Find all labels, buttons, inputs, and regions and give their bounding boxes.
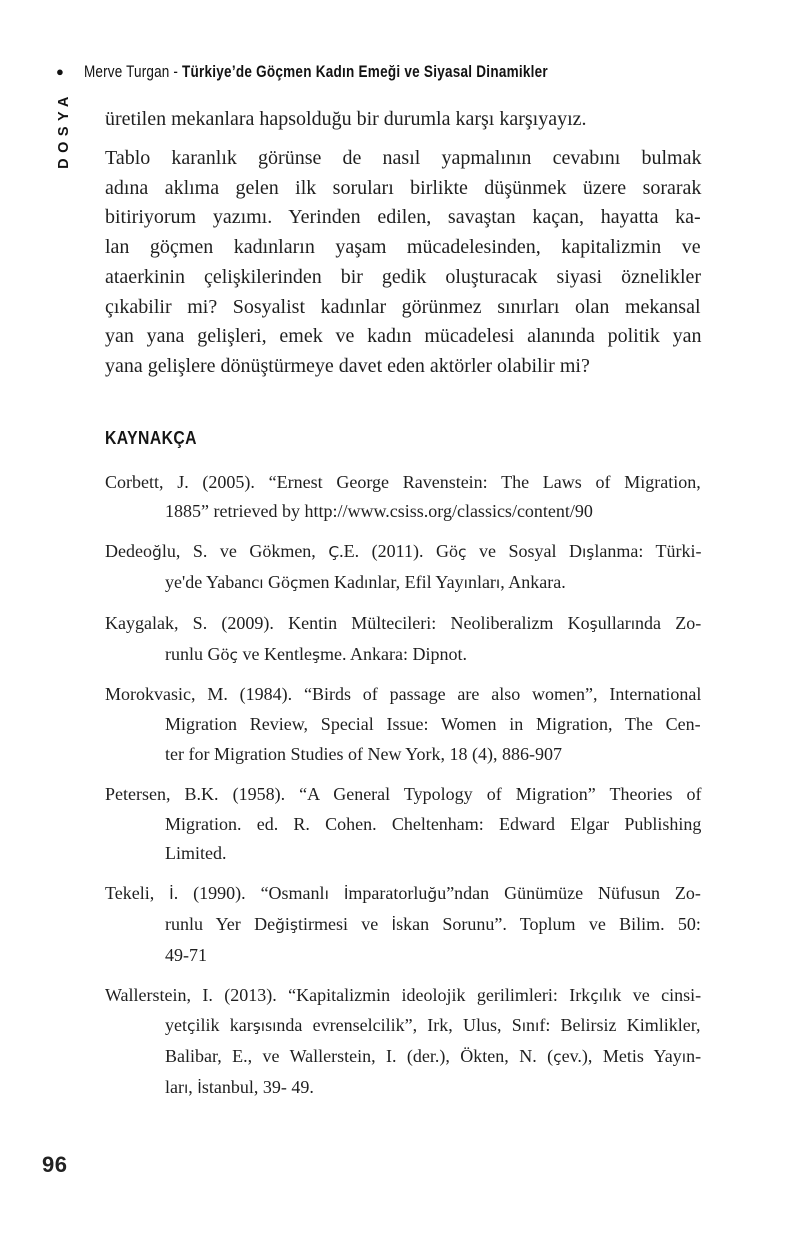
reference-line: 1885” retrieved by http://www.csiss.org/classics/content/90 (165, 501, 593, 522)
reference-item (105, 680, 701, 769)
paragraph-intro-line: üretilen mekanlara hapsolduğu bir durumla karşı karşıyayız. (105, 108, 587, 130)
reference-line: Petersen, B.K. (1958). “A General Typology of Migration” Theories of (105, 783, 702, 804)
bullet-icon: ● (56, 64, 64, 79)
page-number: 96 (42, 1152, 68, 1177)
fallback-glyph: ı (495, 574, 501, 593)
fallback-glyph: İ (391, 915, 397, 934)
fallback-glyph: ı (272, 1017, 277, 1036)
fallback-glyph: ç (290, 574, 299, 593)
paragraph-line: lan göçmen kadınların yaşam mücadelesinden, kapitalizmin ve (105, 236, 701, 259)
paragraph-line: ataerkinin çelişkilerinden bir gedik oluşturacak siyasi öznelikler (105, 265, 702, 288)
reference-item (105, 879, 701, 970)
fallback-glyph: ş (289, 915, 298, 934)
fallback-glyph: ş (589, 614, 598, 633)
reference-line: Limited. (165, 843, 227, 864)
paragraph-main (105, 144, 701, 382)
reference-line: ları, İstanbul, 39- 49. (165, 1076, 314, 1097)
paragraph-line: Tablo karanlık görünse de nasıl yapmalının cevabını bulmak (105, 147, 702, 169)
fallback-glyph: ı (183, 1078, 189, 1097)
reference-line: ter for Migration Studies of New York, 18 (4), 886-907 (165, 744, 562, 764)
paragraph-line: bitiriyorum yazımı. Yerinden edilen, savaştan kaçan, hayatta ka- (105, 206, 701, 229)
fallback-glyph: ı (259, 574, 264, 593)
paragraph-line: adına aklıma gelen ilk soruları birlikte düşünmek üzere sorarak (105, 176, 702, 199)
reference-line: Corbett, J. (2005). “Ernest George Ravenstein: The Laws of Migration, (105, 471, 701, 492)
fallback-glyph: ı (521, 1017, 527, 1036)
reference-line: yetçilik karşısında evrenselcilik”, Irk, Ulus, Sınıf: Belirsiz Kimlikler, (165, 1015, 701, 1036)
section-label-vertical: DOSYA (56, 91, 72, 169)
paragraph-line: çıkabilir mi? Sosyalist kadınlar görünmez sınırları olan mekansal (105, 295, 701, 318)
bibliography-heading-row (105, 426, 701, 450)
reference-line: ye'de Yabancı Göçmen Kadınlar, Efil Yayınları, Ankara. (165, 572, 566, 593)
fallback-glyph: ı (581, 543, 587, 562)
fallback-glyph: ı (681, 1048, 687, 1067)
reference-list (105, 468, 701, 1104)
reference-item (105, 537, 701, 599)
reference-line: Dedeoğlu, S. ve Gökmen, Ç.E. (2011). Göç ve Sosyal Dışlanma: Türki- (105, 541, 702, 562)
fallback-glyph: ç (457, 543, 467, 562)
paragraph-line: yan yana gelişleri, emek ve kadın mücadelesi alanında politik yan (105, 325, 702, 348)
fallback-glyph: ğ (427, 885, 438, 904)
fallback-glyph: ç (187, 1017, 196, 1036)
fallback-glyph: ç (590, 986, 599, 1005)
reference-line: Balibar, E., ve Wallerstein, I. (der.), Ökten, N. (çev.), Metis Yayın- (165, 1046, 702, 1067)
fallback-glyph: ğ (151, 543, 162, 562)
reference-line: Migration. ed. R. Cohen. Cheltenham: Edward Elgar Publishing (165, 813, 702, 834)
reference-line: Tekeli, İ. (1990). “Osmanlı İmparatorluğu”ndan Günümüze Nüfusun Zo- (105, 883, 701, 904)
fallback-glyph: ı (364, 574, 369, 593)
fallback-glyph: ı (535, 1017, 540, 1036)
fallback-glyph: İ (197, 1078, 202, 1097)
reference-item (105, 468, 701, 528)
reference-line: 49-71 (165, 944, 207, 965)
text-column (105, 104, 701, 1114)
reference-item (105, 981, 701, 1104)
paragraph-line: yana gelişlere dönüştürmeye davet eden aktörler olabilir mi? (105, 354, 590, 377)
fallback-glyph: ı (463, 574, 468, 593)
reference-line: runlu Göç ve Kentleşme. Ankara: Dipnot. (165, 643, 468, 664)
fallback-glyph: ş (586, 543, 595, 562)
fallback-glyph: ı (608, 986, 613, 1005)
running-header (56, 63, 650, 82)
fallback-glyph: İ (169, 885, 174, 904)
reference-item (105, 609, 701, 671)
fallback-glyph: ç (553, 1048, 562, 1067)
reference-line: Wallerstein, I. (2013). “Kapitalizmin ideolojik gerilimleri: Irkçılık ve cinsi- (105, 984, 702, 1005)
bibliography-heading: KAYNAKÇA (105, 426, 197, 448)
fallback-glyph: ğ (275, 915, 285, 934)
header-title: Türkiye’de Göçmen Kadın Emeği ve Siyasal Dinamikler (181, 63, 548, 81)
header-author: Merve Turgan - (83, 63, 182, 81)
fallback-glyph: ı (598, 986, 604, 1005)
fallback-glyph: ı (630, 614, 636, 633)
fallback-glyph: ı (324, 885, 329, 904)
fallback-glyph: ş (311, 645, 321, 664)
fallback-glyph: Ç (328, 543, 340, 562)
reference-line: Kaygalak, S. (2009). Kentin Mültecileri: Neoliberalizm Koşullarında Zo- (105, 612, 702, 633)
reference-item (105, 780, 701, 869)
header-text (84, 63, 548, 82)
fallback-glyph: ı (260, 1017, 266, 1036)
fallback-glyph: ş (252, 1017, 261, 1036)
reference-line: runlu Yer Değiştirmesi ve İskan Sorunu”. Toplum ve Bilim. 50: (165, 913, 701, 934)
reference-line: Migration Review, Special Issue: Women in Migration, The Cen- (165, 714, 701, 735)
fallback-glyph: İ (343, 885, 349, 904)
fallback-glyph: ç (229, 645, 239, 664)
reference-line: Morokvasic, M. (1984). “Birds of passage are also women”, International (105, 684, 702, 705)
